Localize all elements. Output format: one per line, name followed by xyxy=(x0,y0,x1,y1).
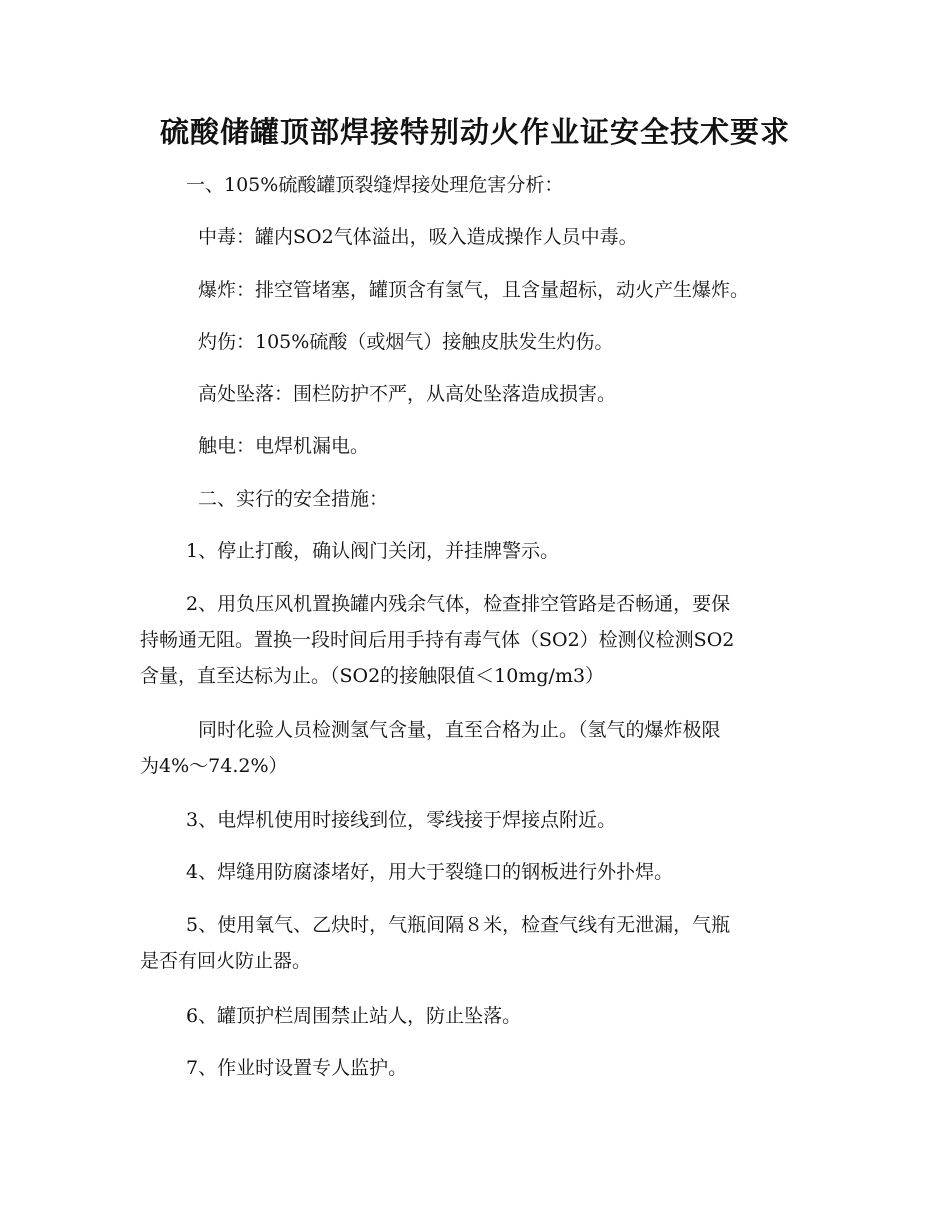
measure-2-hydrogen xyxy=(140,712,830,784)
document-title: 硫酸储罐顶部焊接特别动火作业证安全技术要求 xyxy=(159,115,790,149)
measure-2 xyxy=(140,586,830,694)
measure-2-hydrogen-line2: 为4%～74.2%） xyxy=(140,755,288,777)
measure-3: 3、电焊机使用时接线到位，零线接于焊接点附近。 xyxy=(186,809,617,831)
measure-2-line1: 2、用负压风机置换罐内残余气体，检查排空管路是否畅通，要保 xyxy=(186,593,731,615)
section2-heading: 二、实行的安全措施： xyxy=(198,488,389,510)
section1-heading: 一、105%硫酸罐顶裂缝焊接处理危害分析： xyxy=(186,174,564,196)
hazard-fall: 高处坠落：围栏防护不严，从高处坠落造成损害。 xyxy=(198,383,617,405)
hazard-burn: 灼伤：105%硫酸（或烟气）接触皮肤发生灼伤。 xyxy=(198,331,614,353)
measure-5-line1: 5、使用氧气、乙炔时，气瓶间隔８米，检查气线有无泄漏，气瓶 xyxy=(186,914,731,936)
measure-7: 7、作业时设置专人监护。 xyxy=(186,1057,408,1079)
measure-6: 6、罐顶护栏周围禁止站人，防止坠落。 xyxy=(186,1005,522,1027)
measure-1: 1、停止打酸，确认阀门关闭，并挂牌警示。 xyxy=(186,540,560,562)
hazard-explosion: 爆炸：排空管堵塞，罐顶含有氢气，且含量超标，动火产生爆炸。 xyxy=(198,279,750,301)
measure-4: 4、焊缝用防腐漆堵好，用大于裂缝口的钢板进行外扑焊。 xyxy=(186,861,674,883)
measure-2-line3: 含量，直至达标为止。（SO2的接触限值＜10mg/m3） xyxy=(140,665,605,687)
hazard-electric-shock: 触电：电焊机漏电。 xyxy=(198,435,370,457)
measure-2-line2: 持畅通无阻。置换一段时间后用手持有毒气体（SO2）检测仪检测SO2 xyxy=(140,629,735,651)
measure-5-line2: 是否有回火防止器。 xyxy=(140,950,312,972)
measure-5 xyxy=(140,907,830,979)
hazard-poisoning: 中毒：罐内SO2气体溢出，吸入造成操作人员中毒。 xyxy=(198,226,638,248)
measure-2-hydrogen-line1: 同时化验人员检测氢气含量，直至合格为止。（氢气的爆炸极限 xyxy=(198,719,721,741)
